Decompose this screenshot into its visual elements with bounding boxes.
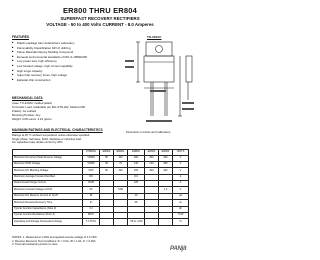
table-cell: 10	[128, 193, 145, 199]
table-cell	[145, 219, 159, 225]
table-cell: VRRM	[83, 155, 100, 161]
table-cell: 50	[100, 155, 114, 161]
table-cell: 8.0	[128, 174, 145, 180]
ratings-notes	[12, 134, 124, 145]
table-cell: 50	[100, 168, 114, 174]
table-cell: °C	[173, 219, 189, 225]
table-cell	[114, 219, 128, 225]
ratings-line: Ratings at 25 °C ambient temperature unless otherwise specified.	[12, 134, 91, 137]
mechanical-line: Mounting Position: Any	[12, 113, 41, 118]
package-body	[144, 56, 174, 82]
table-cell: Peak Forward Surge Current	[13, 181, 83, 187]
table-cell: 280	[159, 161, 173, 167]
table-cell: 35	[128, 200, 145, 206]
header-cell: ER803	[145, 150, 159, 156]
table-cell: Maximum DC Blocking Voltage	[13, 168, 83, 174]
table-row	[13, 219, 189, 225]
table-cell: Maximum Reverse Recovery Time	[13, 200, 83, 206]
package-side-view	[186, 56, 192, 82]
feature-item: ■ Low forward voltage, high current capability	[12, 64, 112, 69]
table-cell: RθJC	[83, 213, 100, 219]
mechanical-line: Weight: 0.08 ounce, 2.24 grams	[12, 117, 52, 122]
table-cell: 100	[114, 168, 128, 174]
feature-item: ■ Exceeds environmental standards of MIL-S-19500/228	[12, 55, 112, 60]
table-cell	[100, 219, 114, 225]
feature-item: ■ Flammability Classification 94V-O utilizing	[12, 46, 112, 51]
table-cell: °C/W	[173, 213, 189, 219]
table-cell: V	[173, 161, 189, 167]
table-cell: Typical Junction Resistance (Note 3)	[13, 213, 83, 219]
features-heading: FEATURES	[12, 35, 29, 39]
mechanical-line: Terminals: Lead, solderable per MIL-STD-202, Method 208	[12, 105, 85, 110]
feature-item: ■ Flame Retardant Epoxy Molding Compound	[12, 50, 112, 55]
table-body	[13, 155, 189, 225]
table-cell: 1.3	[159, 187, 173, 193]
voltage-current-line: VOLTAGE - 50 to 400 Volts CURRENT - 8.0 Amperes	[46, 22, 154, 27]
feature-item: ■ Super fast recovery times, high voltage	[12, 73, 112, 78]
table-cell: IR	[83, 193, 100, 199]
table-cell: 125	[128, 181, 145, 187]
table-cell: Maximum DC Reverse Current at Tj=25	[13, 193, 83, 199]
notes-block	[12, 236, 162, 247]
table-cell: 200	[128, 155, 145, 161]
characteristics-table	[12, 149, 189, 226]
feature-item: ■ Low power loss, high efficiency	[12, 59, 112, 64]
header-cell: UNITS	[173, 150, 189, 156]
header-cell: ER800	[100, 150, 114, 156]
table-cell: 35	[100, 161, 114, 167]
header-cell: ER804	[159, 150, 173, 156]
table-cell: µA	[173, 193, 189, 199]
ratings-line: Single phase, half wave, 60Hz, Resistive or inductive load.	[12, 137, 82, 141]
package-label: TO-220AC	[147, 35, 162, 39]
table-cell: Maximum Forward Voltage at 8.0A	[13, 187, 83, 193]
table-cell: trr	[83, 200, 100, 206]
header-cell: ER802	[128, 150, 145, 156]
package-tab	[146, 42, 172, 56]
feature-item: ■ Plastic package has Underwriters Laboratory	[12, 41, 112, 46]
feature-item: ■ High surge capacity	[12, 69, 112, 74]
table-cell: 400	[159, 155, 173, 161]
header-cell: SYMBOL	[83, 150, 100, 156]
table-cell: 400	[159, 168, 173, 174]
dimension-note: Dimensions in inches and (millimeters)	[126, 131, 171, 134]
table-cell: A	[173, 174, 189, 180]
table-cell: 0.95	[114, 187, 128, 193]
note-line: NOTES: 1. Measured at 1 MHz and applied reverse voltage of 4.0 VDC.	[12, 236, 98, 239]
table-cell: VDC	[83, 168, 100, 174]
document-title: ER800 THRU ER804	[62, 6, 138, 15]
package-outline-drawing	[124, 40, 198, 130]
table-cell: pF	[173, 206, 189, 212]
table-cell: VRMS	[83, 161, 100, 167]
table-cell: IFSM	[83, 181, 100, 187]
mechanical-heading: MECHANICAL DATA	[12, 96, 43, 100]
table-cell: -55 to +150	[128, 219, 145, 225]
table-cell: 210	[145, 161, 159, 167]
table-cell: 300	[145, 155, 159, 161]
features-list	[12, 41, 112, 82]
table-cell: A	[173, 181, 189, 187]
mechanical-line: Polarity: As marked	[12, 109, 37, 114]
table-cell: Maximum Average Forward Rectified	[13, 174, 83, 180]
table-cell: V	[173, 187, 189, 193]
document-subtitle: SUPERFAST RECOVERY RECTIFIERS	[60, 16, 140, 21]
ratings-heading: MAXIMUM RATINGS AND ELECTRICAL CHARACTERISTICS	[12, 128, 103, 132]
table-cell: VF	[83, 187, 100, 193]
note-line: 3. Thermal resistance junction to case.	[12, 243, 58, 247]
table-cell	[159, 219, 173, 225]
ratings-line: For capacitive load, derate current by 20%.	[12, 141, 64, 145]
table-cell: 140	[128, 161, 145, 167]
table-cell: 200	[128, 168, 145, 174]
table-cell: 100	[114, 155, 128, 161]
table-cell: TJ,TSTG	[83, 219, 100, 225]
table-cell: 300	[145, 168, 159, 174]
brand-logo: PANjit	[170, 246, 187, 252]
table-cell: CJ	[83, 206, 100, 212]
table-cell: IAV	[83, 174, 100, 180]
table-cell: 70	[114, 161, 128, 167]
table-cell: Typical Junction Capacitance (Note 2)	[13, 206, 83, 212]
table-cell: Maximum Recurrent Peak Reverse Voltage	[13, 155, 83, 161]
table-cell: Operating and Storage Temperature Range	[13, 219, 83, 225]
table-cell: Maximum RMS Voltage	[13, 161, 83, 167]
header-cell: ER801	[114, 150, 128, 156]
table-cell: V	[173, 168, 189, 174]
mounting-hole	[156, 46, 163, 53]
mechanical-line: Case: TO-220AC molded plastic	[12, 101, 53, 105]
mechanical-list	[12, 101, 112, 121]
feature-item: ■ Epitaxial chip construction	[12, 78, 112, 83]
table-cell: V	[173, 155, 189, 161]
table-cell: ns	[173, 200, 189, 206]
note-line: 2. Reverse Recovery Test Conditions: IF = 0.5A, IR = 1.0A, Irr = 0.25A	[12, 239, 96, 243]
